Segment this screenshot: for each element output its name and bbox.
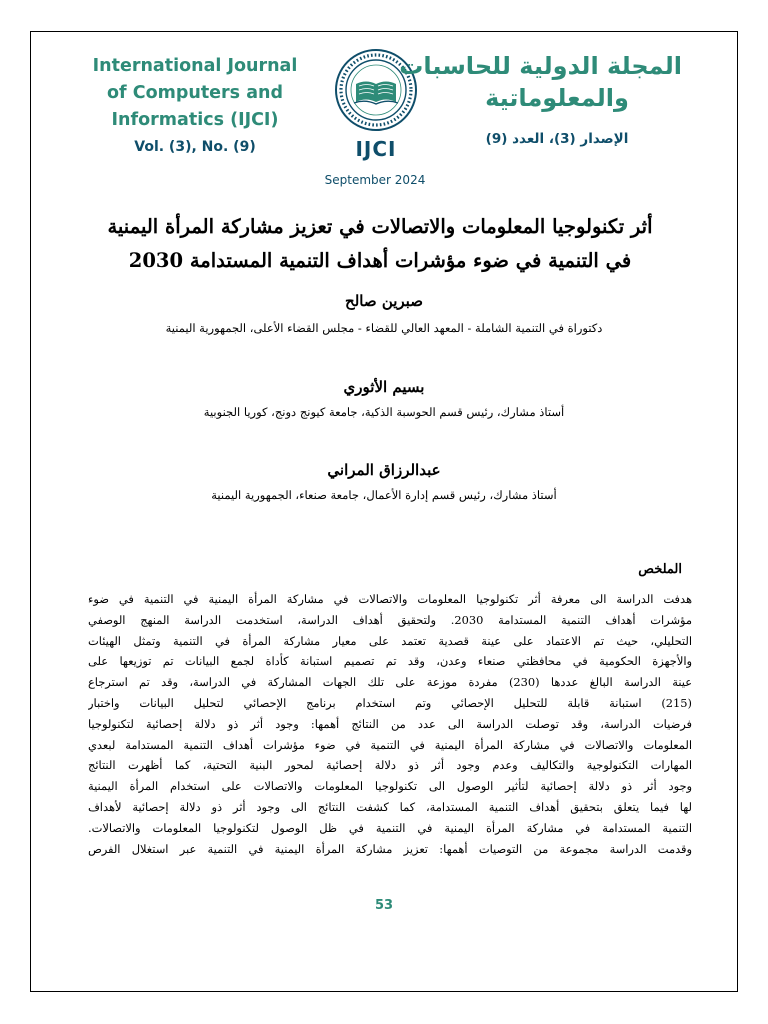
journal-name-line: المجلة الدولية للحاسبات xyxy=(399,52,682,80)
article-title-line: في التنمية في ضوء مؤشرات أهداف التنمية المستدامة 2030 xyxy=(128,249,632,272)
abstract-line: المهارات التكنولوجية والتكاليف وعدم وجود أثر ذو دلالة إحصائية لمحور البنية التحتية، كما أظهرت النتائج xyxy=(88,758,692,773)
abstract-line: فرضيات الدراسة، وقد توصلت الدراسة الى عدد من النتائج أهمها: وجود أثر ذو دلالة إحصائية لتكنولوجيا xyxy=(88,716,692,731)
abstract-line: هدفت الدراسة الى معرفة أثر تكنولوجيا المعلومات والاتصالات في مشاركة المرأة اليمنية في التنمية في ضوء xyxy=(88,592,692,606)
journal-name-line: Informatics (IJCI) xyxy=(111,110,279,130)
journal-name-line: والمعلوماتية xyxy=(485,84,629,112)
author-name: عبدالرزاق المراني xyxy=(327,461,441,479)
journal-volume-english: Vol. (3), No. (9) xyxy=(134,139,256,155)
journal-name-arabic xyxy=(399,50,682,150)
abstract-line: المعلومات والاتصالات في مشاركة المرأة اليمنية في التنمية في ضوء مؤشرات أهداف التنمية المستدامة لبعدي xyxy=(88,737,692,752)
abstract-heading: الملخص xyxy=(638,562,682,577)
abstract-line: (215) استبانة قابلة للتحليل الإحصائي وتم استخدام برنامج الإحصائي لتحليل البيانات واختبار xyxy=(88,695,692,710)
issue-date: September 2024 xyxy=(324,173,426,187)
author-affiliation: أستاذ مشارك، رئيس قسم إدارة الأعمال، جامعة صنعاء، الجمهورية اليمنية xyxy=(211,488,557,502)
abstract-line: لها فيما يتعلق بتحقيق أهداف التنمية المستدامة، كما كشفت النتائج الى وجود أثر ذو دلالة إحصائية لأهداف xyxy=(88,799,692,814)
page-number: 53 xyxy=(374,898,394,913)
journal-volume-arabic: الإصدار (3)، العدد (9) xyxy=(485,131,629,147)
journal-name-line: International Journal xyxy=(92,56,298,76)
journal-name-english xyxy=(82,53,308,158)
article-title-line: أثر تكنولوجيا المعلومات والاتصالات في تعزيز مشاركة المرأة اليمنية xyxy=(107,215,653,238)
author-affiliation: أستاذ مشارك، رئيس قسم الحوسبة الذكية، جامعة كيونج دونج، كوريا الجنوبية xyxy=(203,405,565,419)
abstract-line: والأجهزة الحكومية في محافظتي صنعاء وعدن، وقد تم تصميم استبانة كأداة لجمع البيانات تم توزيعها على xyxy=(88,654,692,669)
author-name: صبرين صالح xyxy=(345,292,423,310)
abstract-body xyxy=(88,589,692,859)
abstract-line: وقدمت الدراسة مجموعة من التوصيات أهمها: تعزيز مشاركة المرأة اليمنية في التنمية عبر استغلال الفرص xyxy=(88,841,692,856)
author-name: بسيم الأثوري xyxy=(343,378,425,396)
journal-logo-text: IJCI xyxy=(355,137,397,161)
journal-name-line: of Computers and xyxy=(107,83,283,103)
abstract-line: وجود أثر ذو دلالة إحصائية لتأثير الوصول الى تكنولوجيا المعلومات والاتصالات على استخدام المرأة اليمنية xyxy=(88,779,692,794)
author-affiliation: دكتوراة في التنمية الشاملة - المعهد العالي للقضاء - مجلس القضاء الأعلى، الجمهورية اليمنية xyxy=(165,321,603,335)
abstract-line: عينة الدراسة البالغ عددها (230) مفردة موزعة على تلك الجهات المشاركة في الدراسة، وقد تم استرجاع xyxy=(88,675,692,690)
abstract-line: التحليلي، حيث تم الاعتماد على عينة قصدية تعتمد على معيار مشاركة المرأة في التنمية وتمثل الهيئات xyxy=(88,633,692,648)
abstract-line: التنمية المستدامة في مشاركة المرأة اليمنية في التنمية في ظل الوصول لتكنولوجيا المعلومات والاتصالات. xyxy=(88,820,692,835)
article-title xyxy=(60,210,700,278)
abstract-line: مؤشرات أهداف التنمية المستدامة 2030. ولتحقيق أهداف الدراسة، استخدمت الدراسة المنهج الوصفي xyxy=(88,612,692,627)
